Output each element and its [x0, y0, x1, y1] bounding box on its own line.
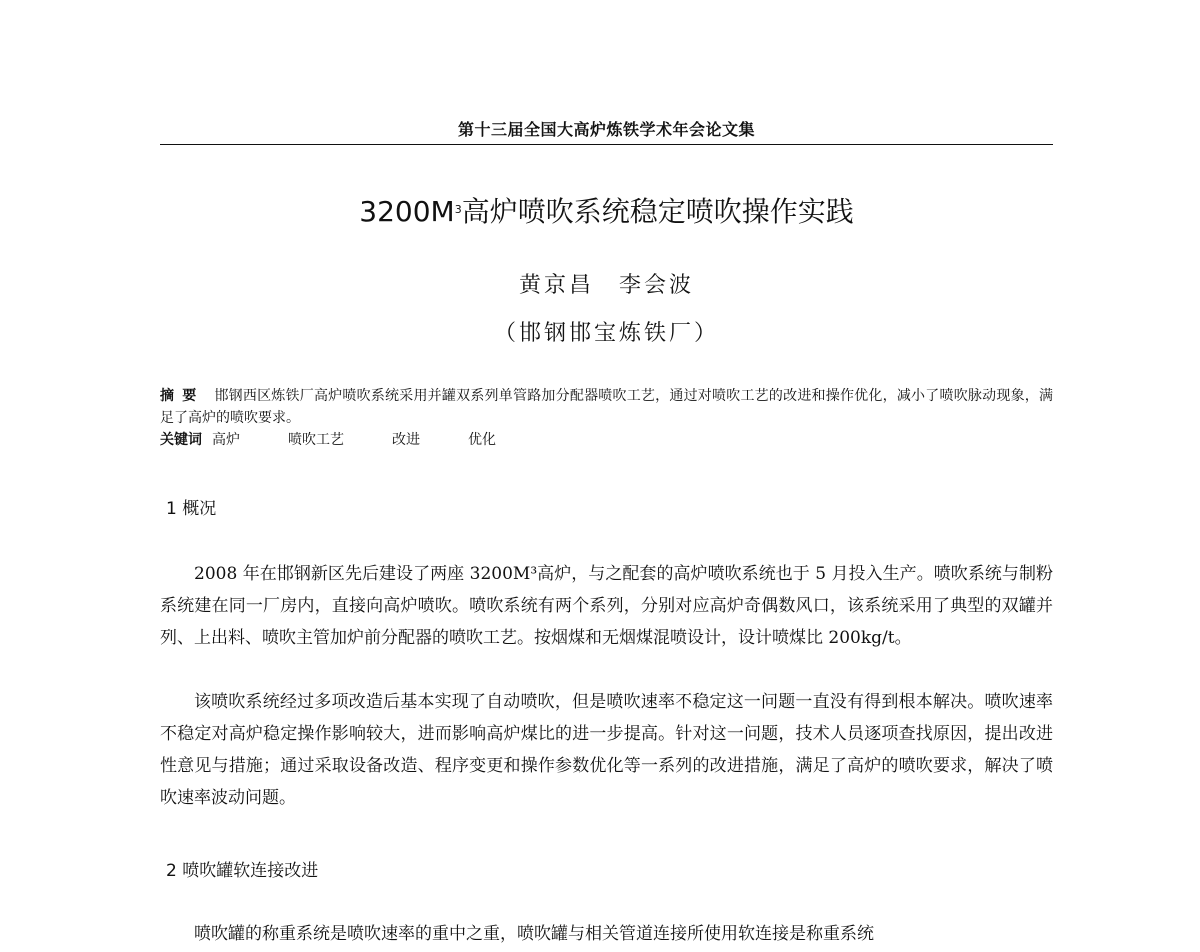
keywords: [160, 429, 1053, 451]
keyword: 喷吹工艺: [288, 432, 344, 448]
affiliation: （邯钢邯宝炼铁厂）: [493, 321, 719, 346]
body-paragraph: 2008 年在邯钢新区先后建设了两座 3200M³高炉，与之配套的高炉喷吹系统也于 5 月投入生产。喷吹系统与制粉系统建在同一厂房内，直接向高炉喷吹。喷吹系统有两个系列，分别对应高炉奇偶数风口，该系统采用了典型的双罐并列、上出料、喷吹主管加炉前分配器的喷吹工艺。按烟煤和无烟煤混喷设计，设计喷煤比 200kg/t。: [160, 564, 1053, 648]
paper-title: [160, 192, 1053, 232]
body-paragraph: 该喷吹系统经过多项改造后基本实现了自动喷吹，但是喷吹速率不稳定这一问题一直没有得到根本解决。喷吹速率不稳定对高炉稳定操作影响较大，进而影响高炉煤比的进一步提高。针对这一问题，技术人员逐项查找原因，提出改进性意见与措施；通过采取设备改造、程序变更和操作参数优化等一系列的改进措施，满足了高炉的喷吹要求，解决了喷吹速率波动问题。: [160, 692, 1053, 808]
abstract-label: 摘要: [160, 388, 205, 404]
keywords-label: 关键词: [160, 432, 202, 448]
title-rest: 高炉喷吹系统稳定喷吹操作实践: [461, 195, 854, 228]
title-prefix: 3200M: [359, 195, 455, 228]
section-heading-soft-connection: 2 喷吹罐软连接改进: [166, 861, 319, 881]
abstract-text: 邯钢西区炼铁厂高炉喷吹系统采用并罐双系列单管路加分配器喷吹工艺，通过对喷吹工艺的改进和操作优化，减小了喷吹脉动现象，满足了高炉的喷吹要求。: [160, 388, 1054, 426]
running-header: 第十三届全国大高炉炼铁学术年会论文集: [457, 120, 755, 139]
title-superscript: 3: [454, 203, 462, 216]
body-paragraph: 喷吹罐的称重系统是喷吹速率的重中之重，喷吹罐与相关管道连接所使用软连接是称重系统: [194, 924, 874, 944]
keyword: 高炉: [212, 432, 240, 448]
section-heading-overview: 1 概况: [166, 499, 217, 519]
keyword: 改进: [392, 432, 420, 448]
header-rule: [160, 144, 1053, 145]
authors: 黄京昌 李会波: [518, 273, 694, 298]
keyword: 优化: [468, 432, 496, 448]
abstract: [160, 385, 1053, 429]
